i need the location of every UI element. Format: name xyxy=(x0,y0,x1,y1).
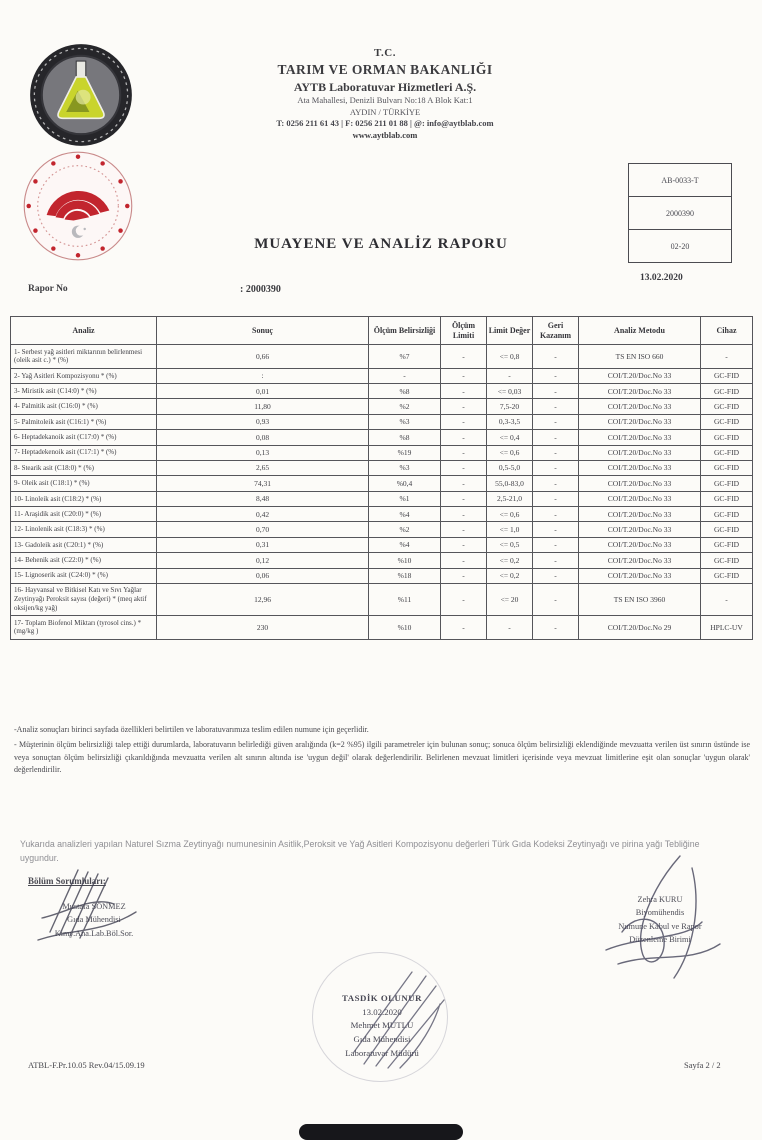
table-cell: <= 0,8 xyxy=(487,345,533,369)
table-cell: 7,5-20 xyxy=(487,399,533,414)
table-row xyxy=(11,445,753,460)
table-row xyxy=(11,399,753,414)
table-row xyxy=(11,476,753,491)
column-header-analiz: Analiz xyxy=(11,317,157,345)
table-row xyxy=(11,507,753,522)
report-number-code: 2000390 xyxy=(629,197,731,230)
table-cell: COI/T.20/Doc.No 33 xyxy=(579,430,701,445)
table-cell: 0,93 xyxy=(157,414,369,429)
table-cell: 5- Palmitoleik asit (C16:1) * (%) xyxy=(11,414,157,429)
table-cell: - xyxy=(533,445,579,460)
approval-date: 13.02.2020 xyxy=(362,1006,402,1017)
table-cell: 8- Stearik asit (C18:0) * (%) xyxy=(11,460,157,475)
table-cell: 55,0-83,0 xyxy=(487,476,533,491)
table-cell: COI/T.20/Doc.No 33 xyxy=(579,399,701,414)
table-cell: 8,48 xyxy=(157,491,369,506)
org-country-label: T.C. xyxy=(374,47,396,59)
table-cell: - xyxy=(441,537,487,552)
approval-label: TASDİK OLUNUR xyxy=(342,993,422,1003)
table-cell: - xyxy=(533,368,579,383)
table-cell: - xyxy=(441,430,487,445)
table-cell: - xyxy=(369,368,441,383)
table-cell: GC-FID xyxy=(701,460,753,475)
table-cell: <= 0,03 xyxy=(487,384,533,399)
table-cell: 12- Linolenik asit (C18:3) * (%) xyxy=(11,522,157,537)
conformity-statement: Yukarıda analizleri yapılan Naturel Sızma Zeytinyağı numunesinin Asitlik,Peroksit ve Yağ Asitleri Kompozisyonu değerleri Türk Gıda Kodeksi Zeytinyağı ve pirina yağı Tebliğine uygundur. xyxy=(20,839,700,863)
table-row xyxy=(11,384,753,399)
table-cell: 15- Lignoserik asit (C24:0) * (%) xyxy=(11,568,157,583)
table-cell: 13- Gadoleik asit (C20:1) * (%) xyxy=(11,537,157,552)
table-cell: - xyxy=(533,414,579,429)
center-signer-title: Gıda Mühendisi xyxy=(353,1033,411,1044)
table-cell: COI/T.20/Doc.No 33 xyxy=(579,522,701,537)
table-cell: %4 xyxy=(369,507,441,522)
table-cell: %2 xyxy=(369,522,441,537)
table-cell: <= 0,2 xyxy=(487,553,533,568)
footer-doc-code: ATBL-F.Pr.10.05 Rev.04/15.09.19 xyxy=(28,1060,145,1070)
table-cell: %7 xyxy=(369,345,441,369)
table-cell: - xyxy=(533,345,579,369)
table-cell: GC-FID xyxy=(701,414,753,429)
table-cell: COI/T.20/Doc.No 33 xyxy=(579,568,701,583)
table-cell: GC-FID xyxy=(701,430,753,445)
table-cell: COI/T.20/Doc.No 33 xyxy=(579,537,701,552)
column-header-analiz-metodu: Analiz Metodu xyxy=(579,317,701,345)
table-cell: 0,3-3,5 xyxy=(487,414,533,429)
table-cell: : xyxy=(157,368,369,383)
table-cell: 16- Hayvansal ve Bitkisel Katı ve Sıvı Yağlar Zeytinyağı Peroksit sayısı (değeri) * (meq aktif oksijen/kg yağ) xyxy=(11,583,157,615)
table-cell: 11,80 xyxy=(157,399,369,414)
table-cell: %1 xyxy=(369,491,441,506)
table-cell: 2,5-21,0 xyxy=(487,491,533,506)
table-cell: - xyxy=(441,583,487,615)
table-cell: 17- Toplam Biofenol Miktarı (tyrosol cins.) * (mg/kg ) xyxy=(11,616,157,640)
org-city: AYDIN / TÜRKİYE xyxy=(349,106,421,117)
table-row xyxy=(11,568,753,583)
table-cell: %3 xyxy=(369,414,441,429)
right-signature-scribble xyxy=(580,852,740,980)
table-header-row xyxy=(11,317,753,345)
table-cell: 7- Heptadekenoik asit (C17:1) * (%) xyxy=(11,445,157,460)
table-cell: - xyxy=(533,583,579,615)
table-cell: %8 xyxy=(369,384,441,399)
table-cell: <= 1,0 xyxy=(487,522,533,537)
table-cell: %10 xyxy=(369,616,441,640)
table-cell: GC-FID xyxy=(701,522,753,537)
column-header-sonuc: Sonuç xyxy=(157,317,369,345)
table-cell: COI/T.20/Doc.No 33 xyxy=(579,445,701,460)
table-cell: - xyxy=(441,507,487,522)
left-signer-role: Kimy.Ana.Lab.Böl.Sor. xyxy=(54,928,134,938)
table-cell: - xyxy=(441,460,487,475)
table-cell: - xyxy=(441,399,487,414)
table-cell: 2,65 xyxy=(157,460,369,475)
table-cell: 12,96 xyxy=(157,583,369,615)
column-header-olcum-belirsizligi: Ölçüm Belirsizliği xyxy=(369,317,441,345)
table-cell: %18 xyxy=(369,568,441,583)
table-cell: - xyxy=(487,368,533,383)
org-contact-line: T: 0256 211 61 43 | F: 0256 211 01 88 | @: info@aytblab.com xyxy=(276,118,494,129)
note-paragraph: -Analiz sonuçları birinci sayfada özellikleri belirtilen ve laboratuvarımıza teslim edilen numune için geçerlidir. xyxy=(14,725,369,734)
right-signer-role-line1: Numune Kabul ve Rapor xyxy=(618,921,702,931)
table-cell: 2- Yağ Asitleri Kompozisyonu * (%) xyxy=(11,368,157,383)
org-ministry-name: TARIM VE ORMAN BAKANLIĞI xyxy=(277,61,493,77)
report-date: 13.02.2020 xyxy=(640,273,683,283)
center-signature-scribble xyxy=(330,960,450,1072)
table-cell: 0,31 xyxy=(157,537,369,552)
table-cell: GC-FID xyxy=(701,476,753,491)
table-row xyxy=(11,491,753,506)
table-cell: GC-FID xyxy=(701,445,753,460)
table-cell: %8 xyxy=(369,430,441,445)
table-row xyxy=(11,460,753,475)
report-no-label: Rapor No xyxy=(28,284,68,294)
table-cell: %4 xyxy=(369,537,441,552)
table-cell: 74,31 xyxy=(157,476,369,491)
table-cell: COI/T.20/Doc.No 33 xyxy=(579,553,701,568)
period-code: 02-20 xyxy=(670,241,690,251)
letterhead xyxy=(150,46,620,141)
table-cell: 0,13 xyxy=(157,445,369,460)
table-cell: 0,70 xyxy=(157,522,369,537)
table-cell: GC-FID xyxy=(701,368,753,383)
table-cell: - xyxy=(533,476,579,491)
table-cell: - xyxy=(441,345,487,369)
table-cell: 1- Serbest yağ asitleri miktarının belirlenmesi (oleik asit c.) * (%) xyxy=(11,345,157,369)
table-cell: - xyxy=(533,491,579,506)
table-cell: - xyxy=(441,616,487,640)
right-signer-role-line2: Düzenleme Birimi xyxy=(629,934,691,944)
center-signer-name: Mehmet MUTLU xyxy=(350,1020,414,1031)
table-cell: 0,01 xyxy=(157,384,369,399)
column-header-cihaz: Cihaz xyxy=(701,317,753,345)
table-cell: <= 0,5 xyxy=(487,537,533,552)
table-cell: <= 0,6 xyxy=(487,507,533,522)
table-cell: - xyxy=(441,553,487,568)
analysis-table-container xyxy=(10,316,752,640)
table-cell: GC-FID xyxy=(701,491,753,506)
table-cell: 11- Araşidik asit (C20:0) * (%) xyxy=(11,507,157,522)
table-cell: COI/T.20/Doc.No 33 xyxy=(579,460,701,475)
table-cell: %0,4 xyxy=(369,476,441,491)
table-cell: <= 0,4 xyxy=(487,430,533,445)
table-cell: COI/T.20/Doc.No 33 xyxy=(579,384,701,399)
column-header-olcum-limiti: Ölçüm Limiti xyxy=(441,317,487,345)
table-cell: %19 xyxy=(369,445,441,460)
table-cell: - xyxy=(441,568,487,583)
table-cell: - xyxy=(441,414,487,429)
table-row xyxy=(11,368,753,383)
table-cell: 0,12 xyxy=(157,553,369,568)
left-signer-title: Gıda Mühendisi xyxy=(67,915,121,925)
table-cell: COI/T.20/Doc.No 33 xyxy=(579,414,701,429)
org-website: www.aytblab.com xyxy=(352,129,418,140)
table-cell: - xyxy=(701,583,753,615)
table-row xyxy=(11,553,753,568)
analysis-table xyxy=(10,316,753,640)
table-cell: - xyxy=(533,507,579,522)
table-cell: %2 xyxy=(369,399,441,414)
left-signature-scribble xyxy=(34,862,144,946)
notes-section xyxy=(14,724,750,779)
table-cell: - xyxy=(533,430,579,445)
table-cell: %11 xyxy=(369,583,441,615)
org-address: Ata Mahallesi, Denizli Bulvarı No:18 A Blok Kat:1 xyxy=(297,95,473,106)
table-cell: - xyxy=(533,399,579,414)
table-cell: 4- Palmitik asit (C16:0) * (%) xyxy=(11,399,157,414)
table-cell: - xyxy=(533,522,579,537)
table-cell: COI/T.20/Doc.No 33 xyxy=(579,476,701,491)
report-no-value: : 2000390 xyxy=(240,284,281,295)
table-cell: GC-FID xyxy=(701,384,753,399)
table-cell: TS EN ISO 3960 xyxy=(579,583,701,615)
table-cell: %10 xyxy=(369,553,441,568)
table-cell: - xyxy=(533,568,579,583)
note-paragraph: - Müşterinin ölçüm belirsizliği talep ettiği durumlarda, laboratuvarın belirlediği güven aralığında (k=2 %95) ilgili parametreler için bulunan sonuç; sonuca ölçüm belirsizliği eklendiğinde mevzuatta verilen üst sınırın üstünde ise veya sonuçtan ölçüm belirsizliği çıkarıldığında mevzuatta verilen alt sınırın altında ise 'uygun değil' olarak değerlendirilir. Belirlenen mevzuat limitleri içerisinde veya mevzuat limitlerine eşit olan sonuçlar 'uygun olarak' değerlendirilir. xyxy=(14,739,750,775)
table-cell: COI/T.20/Doc.No 29 xyxy=(579,616,701,640)
footer-page-number: Sayfa 2 / 2 xyxy=(684,1060,721,1070)
table-cell: HPLC-UV xyxy=(701,616,753,640)
table-cell: %3 xyxy=(369,460,441,475)
table-row xyxy=(11,522,753,537)
table-cell: - xyxy=(441,522,487,537)
table-cell: 14- Behenik asit (C22:0) * (%) xyxy=(11,553,157,568)
section-responsibles-heading: Bölüm Sorumluları: xyxy=(28,876,106,886)
table-cell: - xyxy=(441,368,487,383)
table-row xyxy=(11,537,753,552)
table-cell: 10- Linoleik asit (C18:2) * (%) xyxy=(11,491,157,506)
table-cell: 9- Oleik asit (C18:1) * (%) xyxy=(11,476,157,491)
table-cell: - xyxy=(701,345,753,369)
right-signer-title: Biyomühendis xyxy=(635,908,685,918)
table-cell: 0,08 xyxy=(157,430,369,445)
table-cell: 0,42 xyxy=(157,507,369,522)
table-row xyxy=(11,616,753,640)
table-cell: - xyxy=(533,553,579,568)
table-row xyxy=(11,430,753,445)
table-cell: COI/T.20/Doc.No 33 xyxy=(579,507,701,522)
report-title: MUAYENE VE ANALİZ RAPORU xyxy=(254,236,508,252)
table-row xyxy=(11,583,753,615)
table-cell: - xyxy=(533,460,579,475)
bottom-bar xyxy=(299,1124,463,1140)
accreditation-code: AB-0033-T xyxy=(629,164,731,197)
table-cell: - xyxy=(533,616,579,640)
table-cell: - xyxy=(441,491,487,506)
table-cell: - xyxy=(533,384,579,399)
table-cell: GC-FID xyxy=(701,553,753,568)
table-cell: GC-FID xyxy=(701,507,753,522)
table-cell: - xyxy=(533,537,579,552)
table-row xyxy=(11,345,753,369)
table-cell: - xyxy=(441,476,487,491)
table-cell: <= 0,2 xyxy=(487,568,533,583)
column-header-geri-kazanim: Geri Kazanım xyxy=(533,317,579,345)
table-cell: 0,66 xyxy=(157,345,369,369)
table-cell: GC-FID xyxy=(701,399,753,414)
org-company-name: AYTB Laboratuvar Hizmetleri A.Ş. xyxy=(293,80,477,95)
table-cell: 0,06 xyxy=(157,568,369,583)
table-cell: - xyxy=(487,616,533,640)
left-signer-name: Mustafa SÖNMEZ xyxy=(62,902,126,911)
analysis-table-body xyxy=(11,345,753,640)
table-cell: TS EN ISO 660 xyxy=(579,345,701,369)
aytb-laboratory-logo-icon xyxy=(28,42,134,148)
table-cell: <= 20 xyxy=(487,583,533,615)
column-header-limit-deger: Limit Değer xyxy=(487,317,533,345)
table-cell: COI/T.20/Doc.No 33 xyxy=(579,491,701,506)
table-cell: 6- Heptadekanoik asit (C17:0) * (%) xyxy=(11,430,157,445)
table-cell: - xyxy=(441,445,487,460)
right-signer-name: Zehra KURU xyxy=(637,895,683,904)
table-cell: 3- Miristik asit (C14:0) * (%) xyxy=(11,384,157,399)
table-cell: 230 xyxy=(157,616,369,640)
table-cell: - xyxy=(441,384,487,399)
table-cell: COI/T.20/Doc.No 33 xyxy=(579,368,701,383)
table-cell: <= 0,6 xyxy=(487,445,533,460)
table-row xyxy=(11,414,753,429)
center-signer-role: Laboratuvar Müdürü xyxy=(345,1047,419,1058)
table-cell: 0,5-5,0 xyxy=(487,460,533,475)
table-cell: GC-FID xyxy=(701,537,753,552)
table-cell: GC-FID xyxy=(701,568,753,583)
